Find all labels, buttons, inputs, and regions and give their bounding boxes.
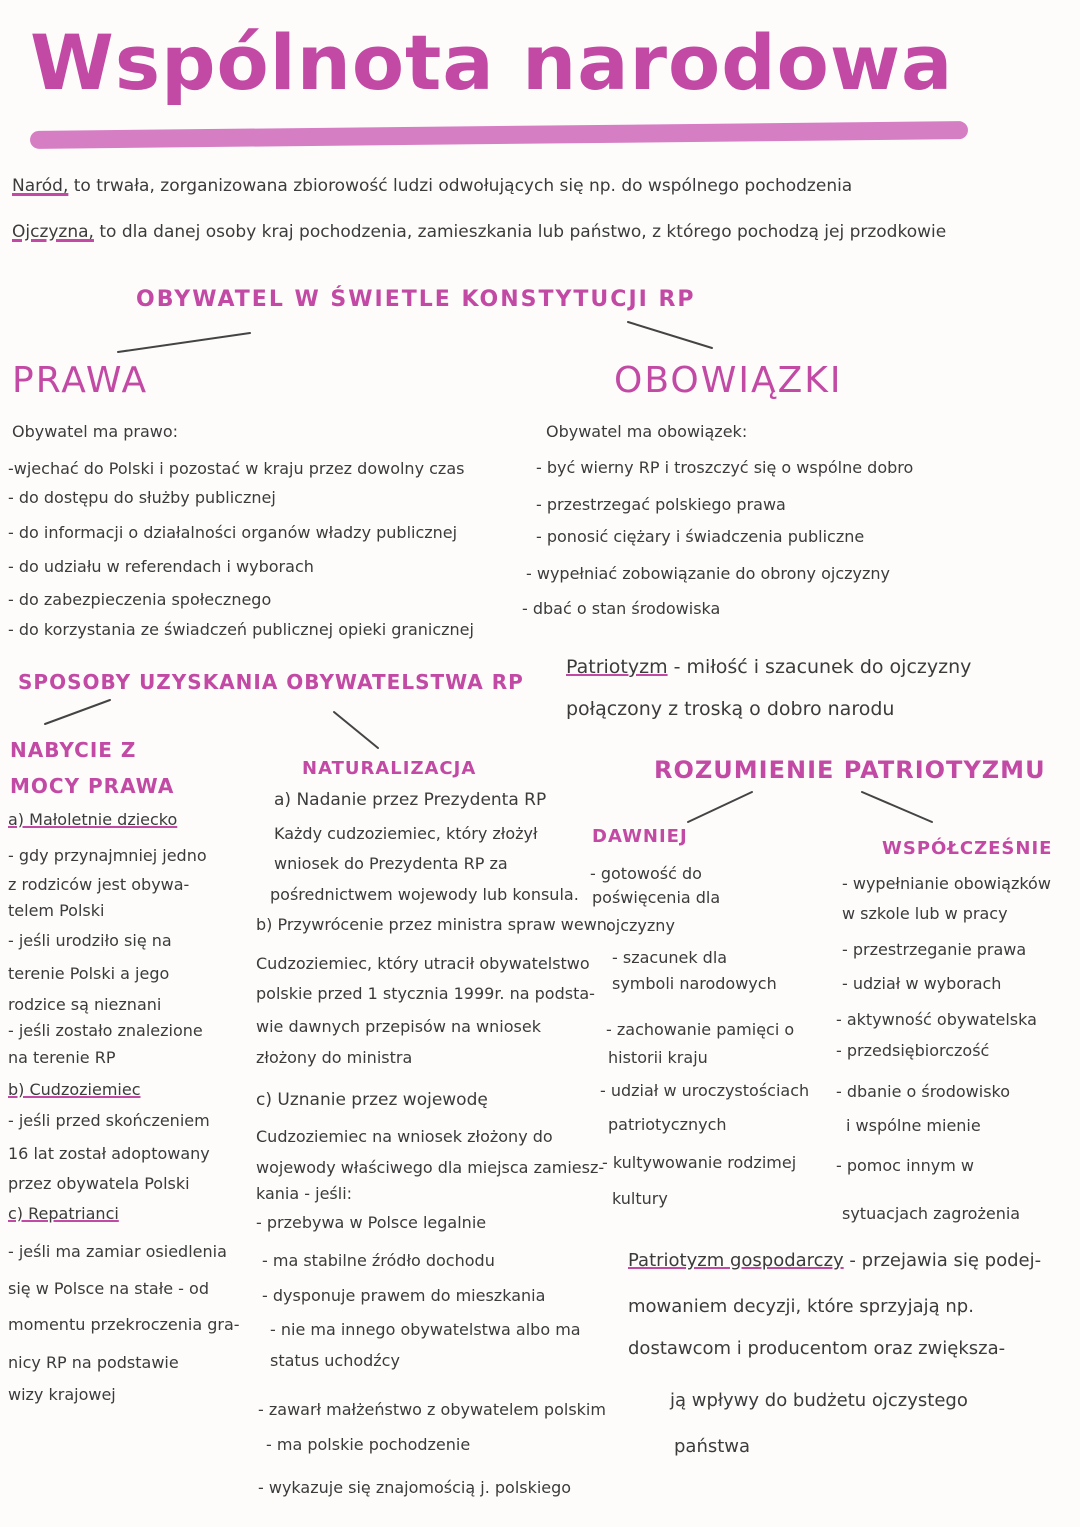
naturalization-c-line: - ma polskie pochodzenie bbox=[266, 1435, 471, 1454]
past-line: symboli narodowych bbox=[612, 974, 777, 993]
present-line: w szkole lub w pracy bbox=[842, 904, 1008, 923]
by-law-a-line: z rodziców jest obywa- bbox=[8, 875, 190, 894]
naturalization-b-line: złożony do ministra bbox=[256, 1048, 413, 1067]
economic-patriotism-text: - przejawia się podej- bbox=[849, 1250, 1042, 1271]
present-line: - przestrzeganie prawa bbox=[842, 940, 1027, 959]
naturalization-c-line: - przebywa w Polsce legalnie bbox=[256, 1213, 487, 1232]
definition-narod-term: Naród, bbox=[12, 176, 69, 196]
present-line: - przedsiębiorczość bbox=[836, 1041, 990, 1060]
by-law-c-line: się w Polsce na stałe - od bbox=[8, 1279, 209, 1298]
present-line: i wspólne mienie bbox=[846, 1116, 981, 1135]
past-line: - gotowość do bbox=[590, 864, 702, 883]
naturalization-c-line: kania - jeśli: bbox=[256, 1184, 353, 1203]
by-law-a-line: - gdy przynajmniej jedno bbox=[8, 846, 207, 865]
rights-item: - do udziału w referendach i wyborach bbox=[8, 557, 314, 576]
patriotism-term: Patriotyzm bbox=[566, 656, 668, 678]
by-law-c-label: c) Repatrianci bbox=[8, 1204, 119, 1223]
duties-item: - wypełniać zobowiązanie do obrony ojczyzny bbox=[526, 564, 891, 583]
present-line: - aktywność obywatelska bbox=[836, 1010, 1037, 1029]
rights-item: - do korzystania ze świadczeń publicznej opieki granicznej bbox=[8, 620, 474, 639]
patriotism-definition-line-2: połączony z troską o dobro narodu bbox=[566, 698, 895, 720]
definition-ojczyzna-text: to dla danej osoby kraj pochodzenia, zamieszkania lub państwo, z którego pochodzą jej przodkowie bbox=[99, 222, 947, 242]
by-law-c-line: momentu przekroczenia gra- bbox=[8, 1315, 240, 1334]
page-title: Wspólnota narodowa bbox=[30, 18, 954, 107]
understanding-heading: ROZUMIENIE PATRIOTYZMU bbox=[654, 756, 1046, 784]
rights-item: - do informacji o działalności organów władzy publicznej bbox=[8, 523, 458, 542]
by-law-a-line: rodzice są nieznani bbox=[8, 995, 162, 1014]
rights-item: - do zabezpieczenia społecznego bbox=[8, 590, 272, 609]
economic-patriotism-line: mowaniem decyzji, które sprzyjają np. bbox=[628, 1296, 974, 1317]
duties-item: - ponosić ciężary i świadczenia publiczne bbox=[536, 527, 865, 546]
by-law-a-line: - jeśli urodziło się na bbox=[8, 931, 172, 950]
by-law-b-label: b) Cudzoziemiec bbox=[8, 1080, 141, 1099]
duties-intro: Obywatel ma obowiązek: bbox=[546, 422, 748, 441]
by-law-b-line: przez obywatela Polski bbox=[8, 1174, 190, 1193]
by-law-a-line: terenie Polski a jego bbox=[8, 964, 170, 983]
by-law-a-label: a) Małoletnie dziecko bbox=[8, 810, 178, 829]
past-line: - udział w uroczystościach bbox=[600, 1081, 810, 1100]
past-line: kultury bbox=[612, 1189, 668, 1208]
rights-item: -wjechać do Polski i pozostać w kraju przez dowolny czas bbox=[8, 459, 465, 478]
by-law-c-line: nicy RP na podstawie bbox=[8, 1353, 179, 1372]
present-heading: WSPÓŁCZEŚNIE bbox=[882, 838, 1053, 859]
naturalization-c-line: - dysponuje prawem do mieszkania bbox=[262, 1286, 546, 1305]
present-line: sytuacjach zagrożenia bbox=[842, 1204, 1021, 1223]
present-line: - pomoc innym w bbox=[836, 1156, 975, 1175]
by-law-a-line: - jeśli zostało znalezione bbox=[8, 1021, 203, 1040]
rights-intro: Obywatel ma prawo: bbox=[12, 422, 179, 441]
by-law-a-line: telem Polski bbox=[8, 901, 105, 920]
by-law-b-line: - jeśli przed skończeniem bbox=[8, 1111, 210, 1130]
naturalization-c-line: - wykazuje się znajomością j. polskiego bbox=[258, 1478, 572, 1497]
past-line: patriotycznych bbox=[608, 1115, 727, 1134]
by-law-b-line: 16 lat został adoptowany bbox=[8, 1144, 210, 1163]
naturalization-b-line: wie dawnych przepisów na wniosek bbox=[256, 1017, 541, 1036]
economic-patriotism-term: Patriotyzm gospodarczy bbox=[628, 1250, 844, 1271]
by-law-c-line: wizy krajowej bbox=[8, 1385, 116, 1404]
naturalization-heading: NATURALIZACJA bbox=[302, 758, 477, 779]
definition-ojczyzna-term: Ojczyzna, bbox=[12, 222, 94, 242]
past-heading: DAWNIEJ bbox=[592, 826, 688, 847]
patriotism-text: - miłość i szacunek do ojczyzny bbox=[673, 656, 972, 678]
by-law-c-line: - jeśli ma zamiar osiedlenia bbox=[8, 1242, 227, 1261]
present-line: - wypełnianie obowiązków bbox=[842, 874, 1051, 893]
patriotism-definition-line-1 bbox=[566, 658, 971, 677]
naturalization-c-line: c) Uznanie przez wojewodę bbox=[256, 1090, 488, 1110]
present-line: - dbanie o środowisko bbox=[836, 1082, 1011, 1101]
economic-patriotism-line: dostawcom i producentom oraz zwiększa- bbox=[628, 1338, 1006, 1359]
by-law-a-line: na terenie RP bbox=[8, 1048, 116, 1067]
naturalization-b-line: polskie przed 1 stycznia 1999r. na podsta- bbox=[256, 984, 595, 1003]
naturalization-c-line: - ma stabilne źródło dochodu bbox=[262, 1251, 495, 1270]
past-line: ojczyzny bbox=[606, 916, 675, 935]
constitution-heading: OBYWATEL W ŚWIETLE KONSTYTUCJI RP bbox=[136, 287, 696, 312]
by-law-heading-line-1: NABYCIE Z bbox=[10, 738, 137, 762]
naturalization-a-line: wniosek do Prezydenta RP za bbox=[274, 854, 508, 873]
past-line: historii kraju bbox=[608, 1048, 708, 1067]
past-line: - kultywowanie rodzimej bbox=[602, 1153, 797, 1172]
past-line: - zachowanie pamięci o bbox=[606, 1020, 795, 1039]
naturalization-a-line: pośrednictwem wojewody lub konsula. bbox=[270, 885, 579, 904]
economic-patriotism-line-1 bbox=[628, 1252, 1041, 1270]
naturalization-a-line: Każdy cudzoziemiec, który złożył bbox=[274, 824, 538, 843]
naturalization-b-line: b) Przywrócenie przez ministra spraw wewn. bbox=[256, 915, 612, 934]
naturalization-b-line: Cudzoziemiec, który utracił obywatelstwo bbox=[256, 954, 590, 973]
duties-heading: OBOWIĄZKI bbox=[614, 360, 843, 401]
naturalization-c-line: - nie ma innego obywatelstwa albo ma bbox=[270, 1320, 581, 1339]
by-law-heading-line-2: MOCY PRAWA bbox=[10, 774, 175, 798]
definition-narod-text: to trwała, zorganizowana zbiorowość ludzi odwołujących się np. do wspólnego pochodzenia bbox=[73, 176, 853, 196]
past-line: poświęcenia dla bbox=[592, 888, 721, 907]
duties-item: - dbać o stan środowiska bbox=[522, 599, 721, 618]
economic-patriotism-line: państwa bbox=[674, 1436, 751, 1457]
economic-patriotism-line: ją wpływy do budżetu ojczystego bbox=[670, 1390, 968, 1411]
naturalization-c-line: Cudzoziemiec na wniosek złożony do bbox=[256, 1127, 553, 1146]
duties-item: - przestrzegać polskiego prawa bbox=[536, 495, 786, 514]
duties-item: - być wierny RP i troszczyć się o wspólne dobro bbox=[536, 458, 914, 477]
naturalization-c-line: wojewody właściwego dla miejsca zamiesz- bbox=[256, 1158, 605, 1177]
naturalization-c-line: - zawarł małżeństwo z obywatelem polskim bbox=[258, 1400, 606, 1419]
naturalization-a-line: a) Nadanie przez Prezydenta RP bbox=[274, 790, 547, 810]
present-line: - udział w wyborach bbox=[842, 974, 1002, 993]
rights-item: - do dostępu do służby publicznej bbox=[8, 488, 276, 507]
citizenship-heading: SPOSOBY UZYSKANIA OBYWATELSTWA RP bbox=[18, 670, 524, 694]
rights-heading: PRAWA bbox=[12, 360, 149, 401]
naturalization-c-line: status uchodźcy bbox=[270, 1351, 400, 1370]
past-line: - szacunek dla bbox=[612, 948, 728, 967]
